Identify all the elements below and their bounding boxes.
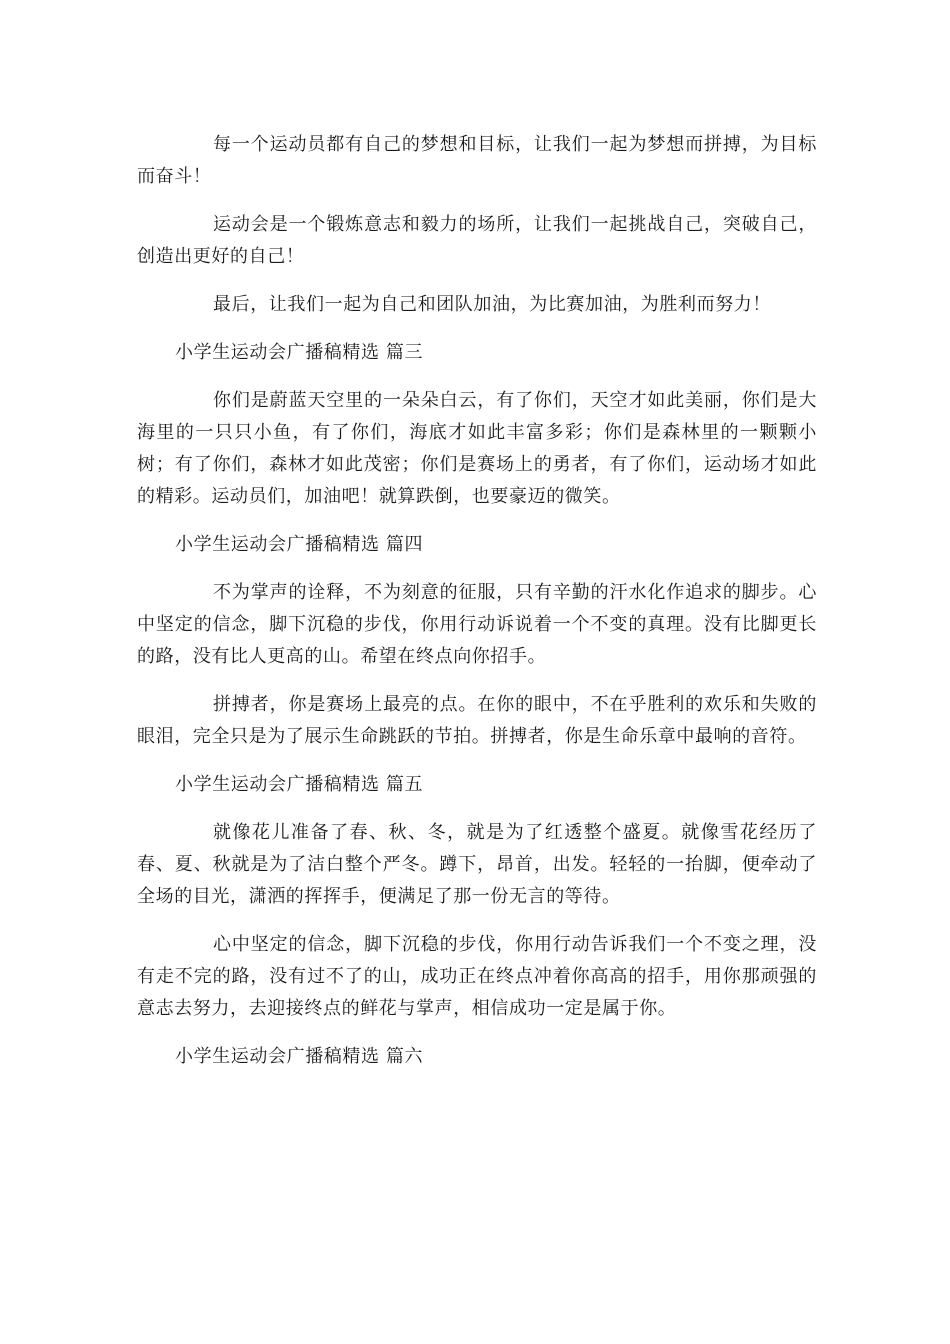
paragraph-challenge-self: 运动会是一个锻炼意志和毅力的场所，让我们一起挑战自己，突破自己，创造出更好的自己！: [137, 214, 817, 267]
paragraph-firm-belief: 心中坚定的信念，脚下沉稳的步伐，你用行动告诉我们一个不变之理，没有走不完的路，没有过不了的山，成功正在终点冲着你高高的招手，用你那顽强的意志去努力，去迎接终点的鲜花与掌声，相信成功一定是属于你。: [137, 934, 817, 1019]
paragraph-like-flowers: 就像花儿准备了春、秋、冬，就是为了红透整个盛夏。就像雪花经历了春、夏、秋就是为了洁白整个严冬。蹲下，昂首，出发。轻轻的一抬脚，便牵动了全场的目光，潇洒的挥挥手，便满足了那一份无言的等待。: [137, 822, 817, 907]
paragraph-striver: 拼搏者，你是赛场上最亮的点。在你的眼中，不在乎胜利的欢乐和失败的眼泪，完全只是为了展示生命跳跃的节拍。拼搏者，你是生命乐章中最响的音符。: [137, 694, 817, 747]
paragraph-dream-goal: 每一个运动员都有自己的梦想和目标，让我们一起为梦想而拼搏，为目标而奋斗！: [137, 134, 817, 187]
section-heading-6: 小学生运动会广播稿精选 篇六: [175, 1046, 424, 1067]
paragraph-cheer-closing: 最后，让我们一起为自己和团队加油，为比赛加油，为胜利而努力！: [213, 294, 771, 315]
section-heading-4: 小学生运动会广播稿精选 篇四: [175, 534, 424, 555]
section-heading-5: 小学生运动会广播稿精选 篇五: [175, 774, 424, 795]
paragraph-white-clouds: 你们是蔚蓝天空里的一朵朵白云，有了你们，天空才如此美丽，你们是大海里的一只只小鱼，有了你们，海底才如此丰富多彩；你们是森林里的一颗颗小树；有了你们，森林才如此茂密；你们是赛场上的勇者，有了你们，运动场才如此的精彩。运动员们，加油吧！就算跌倒，也要豪迈的微笑。: [137, 390, 817, 507]
section-heading-3: 小学生运动会广播稿精选 篇三: [175, 342, 424, 363]
document-body: [137, 129, 817, 1089]
paragraph-not-for-applause: 不为掌声的诠释，不为刻意的征服，只有辛勤的汗水化作追求的脚步。心中坚定的信念，脚下沉稳的步伐，你用行动诉说着一个不变的真理。没有比脚更长的路，没有比人更高的山。希望在终点向你招手。: [137, 582, 817, 667]
